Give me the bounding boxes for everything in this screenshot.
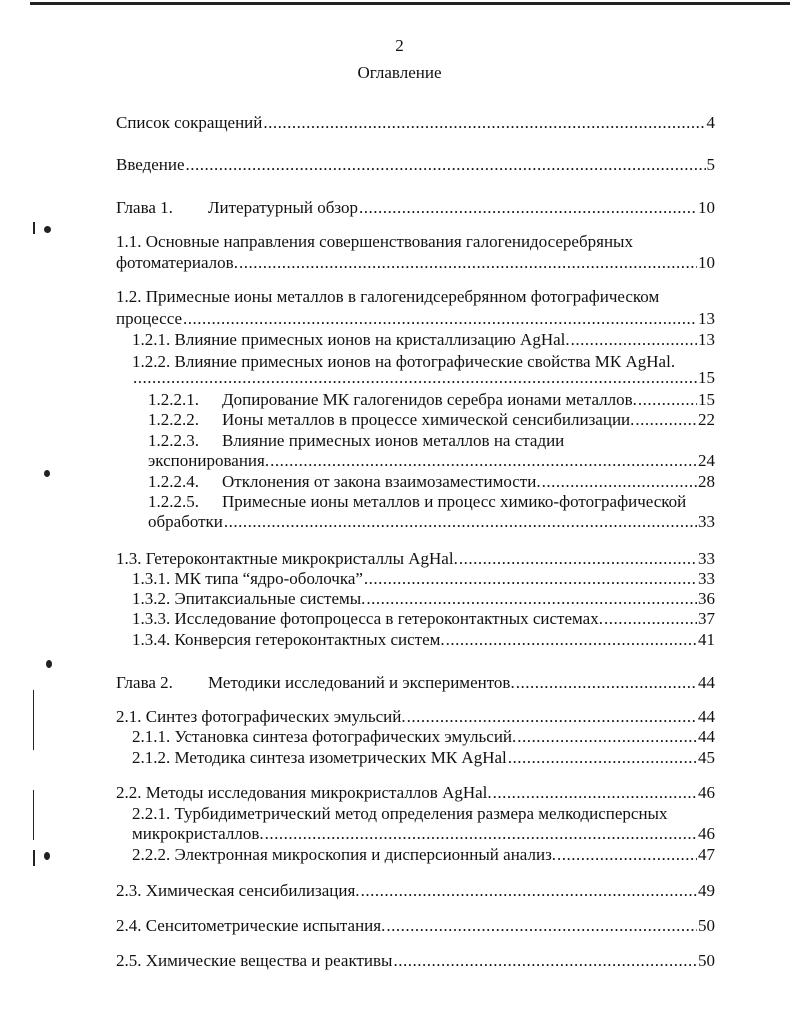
toc-entry-page: 13	[698, 309, 715, 328]
dot-leader	[133, 368, 697, 388]
toc-entry-number: Глава 1.	[116, 198, 173, 217]
toc-entry-title: 1.2.2. Влияние примесных ионов на фотографические свойства МК AgHal.	[132, 352, 676, 371]
dot-leader	[386, 916, 697, 936]
toc-entry-page: 50	[698, 951, 715, 970]
toc-entry	[116, 232, 715, 252]
toc-entry-page: 47	[698, 845, 715, 864]
scan-mark	[46, 660, 52, 668]
dot-leader	[263, 113, 705, 133]
toc-entry-title: 1.3.1. МК типа “ядро-оболочка”	[132, 569, 363, 588]
toc-entry	[148, 451, 715, 471]
toc-entry-page: 28	[698, 472, 715, 491]
toc-entry-page: 10	[698, 198, 715, 217]
dot-leader	[270, 451, 697, 471]
toc-entry	[116, 916, 715, 936]
toc-entry-title: Ионы металлов в процессе химической сенсибилизации.	[222, 410, 635, 429]
toc-entry	[116, 198, 715, 218]
toc-entry	[116, 309, 715, 329]
scan-border-line	[30, 2, 790, 5]
dot-leader	[446, 630, 697, 650]
toc-entry-title: 1.3.4. Конверсия гетероконтактных систем.	[132, 630, 445, 649]
toc-entry-page: 49	[698, 881, 715, 900]
toc-entry-title: Методики исследований и экспериментов.	[208, 673, 515, 692]
toc-entry-page: 10	[698, 253, 715, 272]
toc-entry	[132, 609, 715, 629]
toc-entry-title: 2.4. Сенситометрические испытания.	[116, 916, 386, 935]
toc-entry-page: 36	[698, 589, 715, 608]
toc-entry	[116, 287, 715, 307]
toc-entry	[116, 155, 715, 175]
toc-entry-title: 2.1.1. Установка синтеза фотографических эмульсий.	[132, 727, 517, 746]
toc-entry	[116, 951, 715, 971]
toc-entry-number: 1.2.2.1.	[148, 390, 199, 409]
toc-entry-page: 46	[698, 824, 715, 843]
toc-entry-page: 33	[698, 512, 715, 531]
toc-entry-title: 2.1.2. Методика синтеза изометрических МК AgHal	[132, 748, 507, 767]
toc-title: Оглавление	[357, 63, 442, 82]
toc-entry-title: 2.1. Синтез фотографических эмульсий.	[116, 707, 406, 726]
page-number: 2	[395, 36, 404, 55]
toc-entry-title: 1.2. Примесные ионы металлов в галогенидсеребрянном фотографическом	[116, 287, 660, 306]
dot-leader	[516, 673, 697, 693]
toc-entry-title: Введение	[116, 155, 185, 174]
toc-entry	[116, 707, 715, 727]
toc-entry-title: 1.2.1. Влияние примесных ионов на кристаллизацию AgHal.	[132, 330, 570, 349]
toc-entry	[148, 431, 715, 451]
toc-entry-page: 13	[698, 330, 715, 349]
toc-entry-page: 37	[698, 609, 715, 628]
dot-leader	[186, 155, 706, 175]
toc-entry-number: 1.2.2.4.	[148, 472, 199, 491]
dot-leader	[407, 707, 697, 727]
scan-mark	[33, 850, 35, 866]
dot-leader	[361, 881, 697, 901]
toc-entry-page: 4	[706, 113, 715, 132]
toc-entry-title: 2.2.1. Турбидиметрический метод определения размера мелкодисперсных	[132, 804, 668, 823]
toc-entry-page: 44	[698, 673, 715, 692]
scan-mark	[44, 852, 50, 860]
toc-entry	[132, 845, 715, 865]
dot-leader	[366, 589, 697, 609]
dot-leader	[517, 727, 697, 747]
dot-leader	[493, 783, 697, 803]
toc-entry	[116, 673, 715, 693]
toc-entry-title: обработки	[148, 512, 223, 531]
toc-entry-number: Глава 2.	[116, 673, 173, 692]
toc-entry-title: микрокристаллов.	[132, 824, 264, 843]
scan-mark	[33, 790, 34, 840]
toc-entry	[116, 783, 715, 803]
toc-entry-number: 1.2.2.3.	[148, 431, 199, 450]
dot-leader	[508, 748, 697, 768]
dot-leader	[364, 569, 697, 589]
toc-entry-title: 1.1. Основные направления совершенствования галогенидосеребряных	[116, 232, 633, 251]
toc-entry-page: 33	[698, 549, 715, 568]
toc-entry	[116, 113, 715, 133]
scan-mark	[44, 470, 50, 477]
toc-entry-page: 50	[698, 916, 715, 935]
toc-entry-title: 1.3.3. Исследование фотопроцесса в гетероконтактных системах.	[132, 609, 603, 628]
toc-entry-page: 24	[698, 451, 715, 470]
toc-entry	[132, 630, 715, 650]
toc-entry-page: 44	[698, 727, 715, 746]
dot-leader	[359, 198, 697, 218]
toc-entry-title: 1.3.2. Эпитаксиальные системы.	[132, 589, 366, 608]
toc-entry-title: Примесные ионы металлов и процесс химико-фотографической	[222, 492, 687, 511]
dot-leader	[604, 609, 697, 629]
dot-leader	[635, 410, 697, 430]
dot-leader	[224, 512, 697, 532]
dot-leader	[638, 390, 697, 410]
toc-entry	[132, 589, 715, 609]
scan-mark	[33, 690, 34, 750]
toc-entry-title: 2.2.2. Электронная микроскопия и дисперсионный анализ.	[132, 845, 557, 864]
toc-entry	[148, 472, 715, 492]
toc-entry-title: Список сокращений	[116, 113, 263, 132]
dot-leader	[571, 330, 697, 350]
toc-entry-title: 2.2. Методы исследования микрокристаллов AgHal.	[116, 783, 492, 802]
toc-entry-title: 2.5. Химические вещества и реактивы	[116, 951, 393, 970]
toc-entry	[132, 804, 715, 824]
toc-entry-title: фотоматериалов.	[116, 253, 238, 272]
toc-entry-title: Отклонения от закона взаимозаместимости.	[222, 472, 541, 491]
toc-entry	[148, 512, 715, 532]
scan-mark	[33, 222, 35, 234]
dot-leader	[557, 845, 697, 865]
toc-entry	[116, 881, 715, 901]
toc-entry-number: 1.2.2.5.	[148, 492, 199, 511]
dot-leader	[542, 472, 697, 492]
toc-entry-title: процессе	[116, 309, 183, 328]
toc-entry-page: 46	[698, 783, 715, 802]
toc-entry-page: 15	[698, 390, 715, 409]
toc-entry-page: 41	[698, 630, 715, 649]
toc-entry-page: 22	[698, 410, 715, 429]
toc-entry	[148, 390, 715, 410]
toc-entry-title: Литературный обзор	[208, 198, 359, 217]
dot-leader	[459, 549, 697, 569]
dot-leader	[183, 309, 697, 329]
dot-leader	[239, 253, 697, 273]
scan-mark	[44, 226, 51, 233]
toc-entry-title: 2.3. Химическая сенсибилизация.	[116, 881, 360, 900]
toc-entry-title: 1.3. Гетероконтактные микрокристаллы AgHal.	[116, 549, 458, 568]
toc-entry	[116, 253, 715, 273]
dot-leader	[393, 951, 697, 971]
toc-entry	[116, 549, 715, 569]
toc-entry	[148, 492, 715, 512]
toc-entry	[132, 824, 715, 844]
toc-entry-title: Влияние примесных ионов металлов на стадии	[222, 431, 565, 450]
toc-entry	[132, 748, 715, 768]
toc-entry-title: Допирование МК галогенидов серебра ионами металлов.	[222, 390, 637, 409]
toc-entry	[132, 727, 715, 747]
toc-entry	[132, 330, 715, 350]
toc-entry-page: 33	[698, 569, 715, 588]
dot-leader	[265, 824, 697, 844]
toc-entry-page: 45	[698, 748, 715, 767]
toc-entry-number: 1.2.2.2.	[148, 410, 199, 429]
toc-entry-title: экспонирования.	[148, 451, 270, 470]
toc-entry	[132, 368, 715, 388]
toc-entry-page: 44	[698, 707, 715, 726]
toc-entry	[132, 569, 715, 589]
toc-entry	[148, 410, 715, 430]
toc-entry-page: 15	[698, 368, 715, 387]
toc-entry-page: 5	[706, 155, 715, 174]
